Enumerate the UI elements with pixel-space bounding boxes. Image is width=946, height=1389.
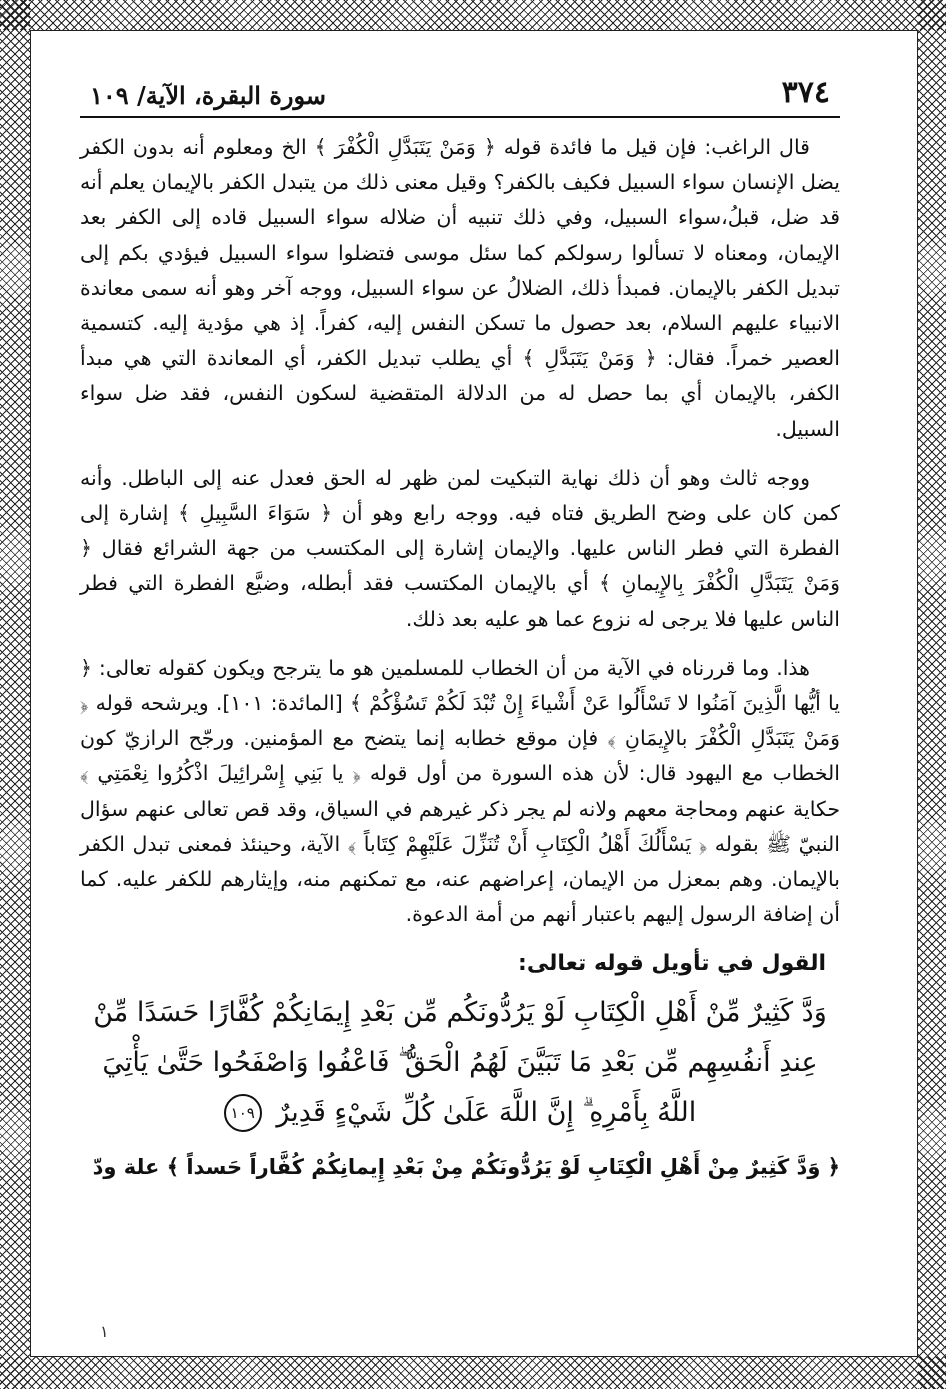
sura-title: سورة البقرة، الآية/ ١٠٩ <box>90 81 327 110</box>
page-body <box>80 60 840 1360</box>
decorative-border-left <box>0 0 30 1389</box>
footer-mark: ١ <box>100 1322 109 1341</box>
verse-number-marker: ١٠٩ <box>224 1094 262 1132</box>
commentary-line: ﴿ وَدَّ كَثِيرٌ مِنْ أَهْلِ الْكِتَابِ لَوْ يَرُدُّونَكُمْ مِنْ بَعْدِ إِيمانِكُمْ كُفَّاراً حَسداً ﴾ علة ودّ <box>92 1154 840 1179</box>
quran-verse <box>80 988 840 1138</box>
verse-text: وَدَّ كَثِيرٌ مِّنْ أَهْلِ الْكِتَابِ لَوْ يَرُدُّونَكُم مِّن بَعْدِ إِيمَانِكُمْ كُفَّارًا حَسَدًا مِّنْ عِندِ أَنفُسِهِم مِّن بَعْدِ مَا تَبَيَّنَ لَهُمُ الْحَقُّ ۖ فَاعْفُوا وَاصْفَحُوا حَتَّىٰ يَأْتِيَ اللَّهُ بِأَمْرِهِ ۗ إِنَّ اللَّهَ عَلَىٰ كُلِّ شَيْءٍ قَدِيرٌ <box>93 996 827 1128</box>
section-heading: القول في تأويل قوله تعالى: <box>518 951 826 977</box>
paragraph: ووجه ثالث وهو أن ذلك نهاية التبكيت لمن ظهر له الحق فعدل عنه إلى الباطل. وأنه كمن كان على وضح الطريق فتاه فيه. ووجه رابع وهو أن ﴿ سَوَاءَ السَّبِيلِ ﴾ إشارة إلى الفطرة التي فطر الناس عليها. والإيمان إشارة إلى المكتسب من جهة الشرائع فقال ﴿ وَمَنْ يَتَبَدَّلِ الْكُفْرَ بِالإِيمانِ ﴾ أي بالإيمان المكتسب فقد أبطله، وضيَّع الفطرة التي فطر الناس عليها فلا يرجى له نزوع عما هو عليه بعد ذلك. <box>80 465 840 631</box>
page-number: ٣٧٤ <box>781 75 830 110</box>
decorative-border-top <box>0 0 946 30</box>
paragraph: هذا. وما قررناه في الآية من أن الخطاب للمسلمين هو ما يترجح ويكون كقوله تعالى: ﴿ يا أيُّها الَّذِينَ آمَنُوا لا تَسْأَلُوا عَنْ أَشْياءَ إِنْ تُبْدَ لَكُمْ تَسُؤْكُمْ ﴾ [المائدة: ١٠١]. ويرشحه قوله ﴿ وَمَنْ يَتَبَدَّلِ الْكُفْرَ بالإِيمَانِ ﴾ فإن موقع خطابه إنما يتضح مع المؤمنين. ورجّح الرازيّ كون الخطاب مع اليهود قال: لأن هذه السورة من أول قوله ﴿ يا بَنِي إِسْرائِيلَ اذْكُرُوا نِعْمَتِي ﴾ حكاية عنهم ومحاجة معهم ولانه لم يجر ذكر غيرهم في السياق، وقد قص تعالى عنهم سؤال النبيّ ﷺ بقوله ﴿ يَسْأَلُكَ أَهْلُ الْكِتَابِ أَنْ تُنَزِّلَ عَلَيْهِمْ كِتَاباً ﴾ الآية، وحينئذ فمعنى تبدل الكفر بالإيمان. وهم بمعزل من الإيمان، إعراضهم عنه، مع تمكنهم منه، وإيثارهم للكفر عليه. كما أن إضافة الرسول إليهم باعتبار أنهم من أمة الدعوة. <box>80 655 840 927</box>
page-header <box>80 60 840 118</box>
page-content <box>80 130 840 1185</box>
paragraph: قال الراغب: فإن قيل ما فائدة قوله ﴿ وَمَنْ يَتَبَدَّلِ الْكُفْرَ ﴾ الخ ومعلوم أنه بدون الكفر يضل الإنسان سواء السبيل فكيف بالكفر؟ وقيل معنى ذلك من يتبدل الكفر بالإيمان يعلم أنه قد ضل، قبلُ،سواء السبيل، وفي ذلك تنبيه أن ضلاله سواء السبيل قاده إلى الكفر بعد الإيمان، ومعناه لا تسألوا رسولكم كما سئل موسى فتضلوا سواء السبيل فيؤدي بكم إلى تبديل الكفر بالإيمان. فمبدأ ذلك، الضلالُ عن سواء السبيل، ووجه آخر وهو أنه سمى معاندة الانبياء عليهم السلام، بعد حصول ما تسكن النفس إليه، كفراً. إذ هي مؤدية إليه. كتسمية العصير خمراً. فقال: ﴿ وَمَنْ يَتَبَدَّلِ ﴾ أي يطلب تبديل الكفر، أي المعاندة التي هي مبدأ الكفر، بالإيمان أي بما حصل له من الدلالة المتقضية لسكون النفس، فقد ضل سواء السبيل. <box>80 135 840 441</box>
decorative-border-right <box>918 0 946 1389</box>
decorative-border-bottom <box>0 1357 946 1389</box>
